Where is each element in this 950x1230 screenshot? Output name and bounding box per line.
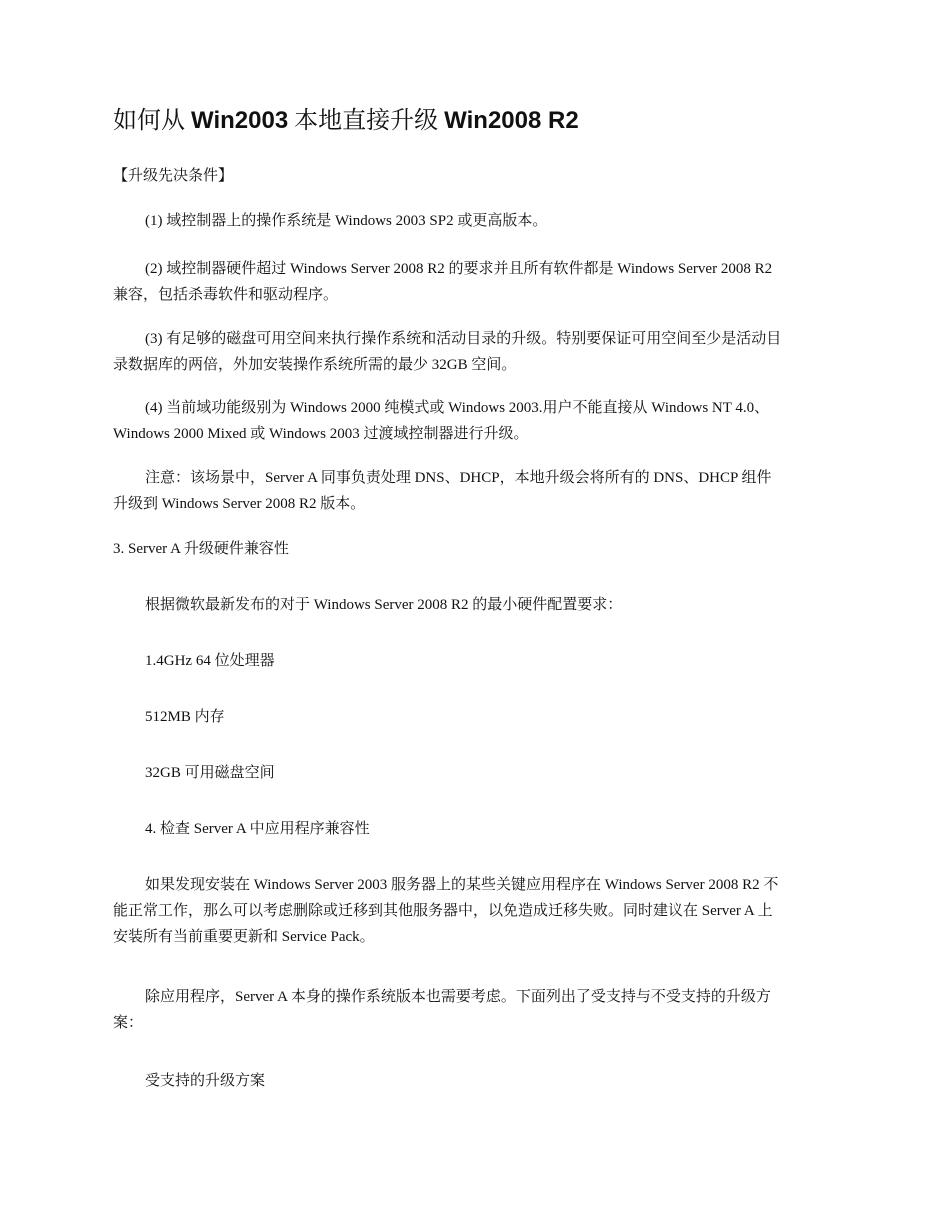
section-4-p1-line-2: 能正常工作，那么可以考虑删除或迁移到其他服务器中，以免造成迁移失败。同时建议在 Server A 上 xyxy=(113,903,773,919)
section-4-p2-line-1: 除应用程序，Server A 本身的操作系统版本也需要考虑。下面列出了受支持与不受支持的升级方 xyxy=(145,989,771,1005)
title-part-1: 如何从 xyxy=(113,108,191,134)
section-4-paragraph-1 xyxy=(113,872,843,950)
section-4-p1-line-1: 如果发现安装在 Windows Server 2003 服务器上的某些关键应用程序在 Windows Server 2008 R2 不 xyxy=(145,877,779,893)
section-3-heading: 3. Server A 升级硬件兼容性 xyxy=(113,541,289,557)
prerequisite-1 xyxy=(113,208,843,234)
prerequisite-2-line-1: (2) 域控制器硬件超过 Windows Server 2008 R2 的要求并且所有软件都是 Windows Server 2008 R2 xyxy=(145,261,773,277)
prerequisite-3-line-2: 录数据库的两倍，外加安装操作系统所需的最少 32GB 空间。 xyxy=(113,357,517,373)
prerequisite-4 xyxy=(113,395,843,447)
requirement-disk: 32GB 可用磁盘空间 xyxy=(145,765,275,781)
document-title xyxy=(113,103,579,139)
title-win2003: Win2003 xyxy=(191,107,289,134)
note-line-1: 注意：该场景中，Server A 同事负责处理 DNS、DHCP，本地升级会将所有的 DNS、DHCP 组件 xyxy=(145,470,772,486)
title-part-2: 本地直接升级 xyxy=(288,108,445,134)
section-heading-prerequisites: 【升级先决条件】 xyxy=(113,168,234,184)
section-4-p2-line-2: 案： xyxy=(113,1015,144,1031)
prerequisite-1-line-1: (1) 域控制器上的操作系统是 Windows 2003 SP2 或更高版本。 xyxy=(145,213,548,229)
requirement-cpu: 1.4GHz 64 位处理器 xyxy=(145,653,275,669)
requirement-memory: 512MB 内存 xyxy=(145,709,225,725)
section-4-p1-line-3: 安装所有当前重要更新和 Service Pack。 xyxy=(113,929,375,945)
section-4-heading: 4. 检查 Server A 中应用程序兼容性 xyxy=(145,821,370,837)
title-win2008r2: Win2008 R2 xyxy=(444,107,579,134)
supported-upgrades-heading: 受支持的升级方案 xyxy=(145,1073,266,1089)
prerequisite-4-line-2: Windows 2000 Mixed 或 Windows 2003 过渡域控制器进行升级。 xyxy=(113,426,529,442)
section-4-paragraph-2 xyxy=(113,984,843,1036)
prerequisite-3-line-1: (3) 有足够的磁盘可用空间来执行操作系统和活动目录的升级。特别要保证可用空间至少是活动目 xyxy=(145,331,782,347)
section-3-intro: 根据微软最新发布的对于 Windows Server 2008 R2 的最小硬件配置要求： xyxy=(145,597,623,613)
note-line-2: 升级到 Windows Server 2008 R2 版本。 xyxy=(113,496,366,512)
prerequisite-3 xyxy=(113,326,843,378)
prerequisite-2-line-2: 兼容，包括杀毒软件和驱动程序。 xyxy=(113,287,339,303)
note-paragraph xyxy=(113,465,843,517)
prerequisite-4-line-1: (4) 当前域功能级别为 Windows 2000 纯模式或 Windows 2003.用户不能直接从 Windows NT 4.0、 xyxy=(145,400,770,416)
prerequisite-2 xyxy=(113,256,843,308)
